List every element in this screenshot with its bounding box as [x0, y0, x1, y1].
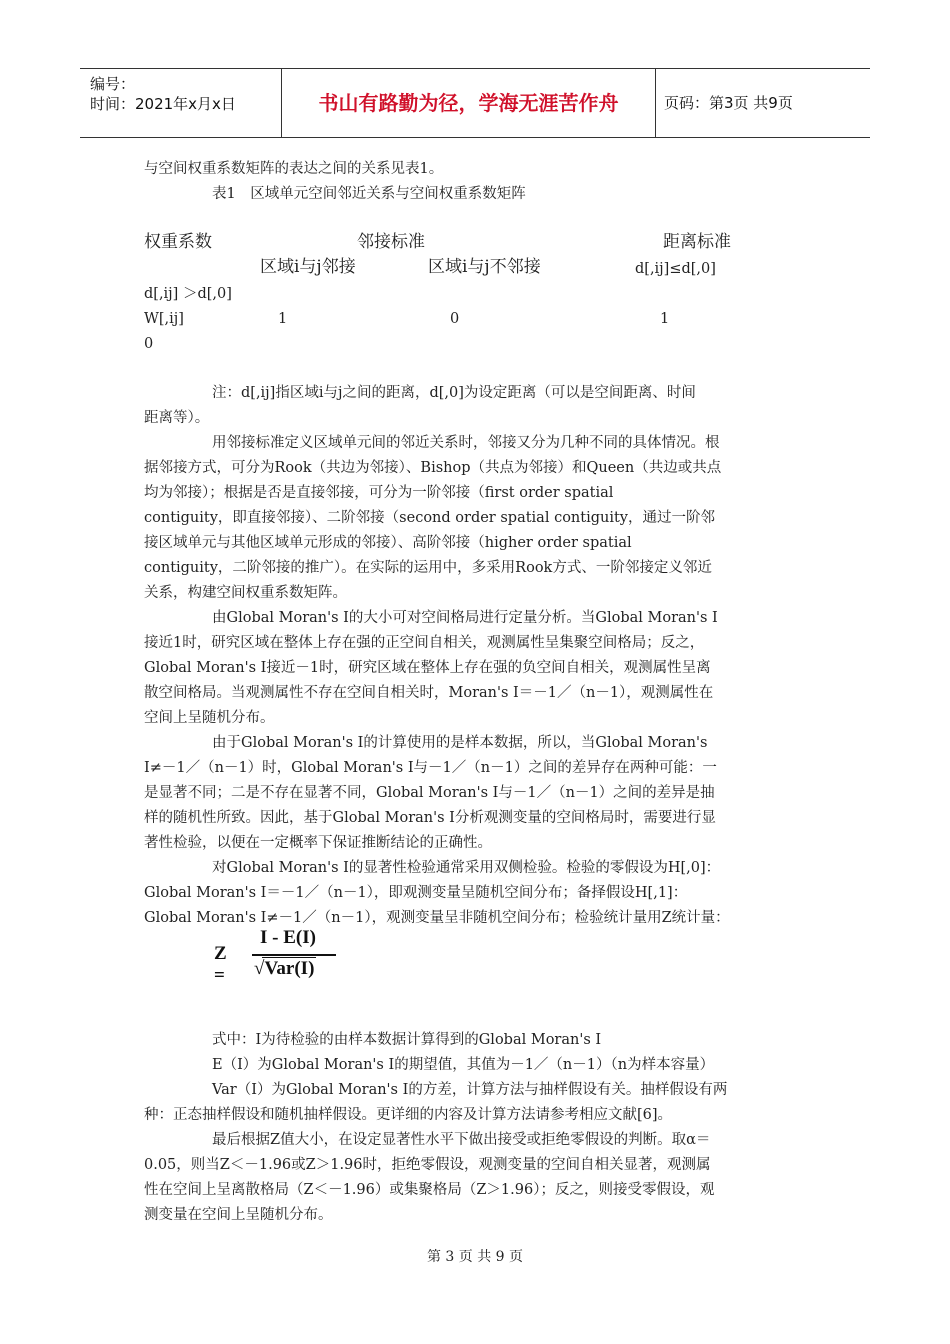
text-line: 样的随机性所致。因此，基于Global Moran's I分析观测变量的空间格局时，需要进行显: [144, 810, 716, 826]
text-line: Global Moran's I＝－1／（n－1），即观测变量呈随机空间分布；备择假设H[,1]：: [144, 885, 688, 901]
header-divider: [655, 69, 656, 137]
text-line: Var（I）为Global Moran's I的方差，计算方法与抽样假设有关。抽样假设有两: [212, 1082, 728, 1098]
text-line: 关系，构建空间权重系数矩阵。: [144, 585, 347, 601]
text-line: 空间上呈随机分布。: [144, 710, 275, 726]
table-sub-distance-gt: d[,ij] ＞d[,0]: [144, 286, 232, 302]
text-line: 是显著不同；二是不存在显著不同，Global Moran's I与－1／（n－1）之间的差异是抽: [144, 785, 715, 801]
text-line: 注：d[,ij]指区域i与j之间的距离，d[,0]为设定距离（可以是空间距离、时间: [212, 385, 696, 401]
table-sub-distance-le: d[,ij]≤d[,0]: [635, 261, 716, 277]
text-line: 性在空间上呈离散格局（Z＜－1.96）或集聚格局（Z＞1.96）；反之，则接受零假设，观: [144, 1182, 715, 1198]
text-line: 由于Global Moran's I的计算使用的是样本数据，所以，当Global Moran's: [212, 735, 708, 751]
text-line: 均为邻接）；根据是否是直接邻接，可分为一阶邻接（first order spatial: [144, 485, 614, 501]
header-meta: [80, 69, 281, 137]
formula-z: Z =: [214, 943, 227, 986]
header-page-label: 页码：第3页 共9页: [664, 94, 793, 112]
date-label: 时间：2021年x月x日: [90, 95, 236, 113]
text-line: 著性检验，以便在一定概率下保证推断结论的正确性。: [144, 835, 492, 851]
text-line: 最后根据Z值大小，在设定显著性水平下做出接受或拒绝零假设的判断。取α＝: [212, 1132, 711, 1148]
text-line: 种：正态抽样假设和随机抽样假设。更详细的内容及计算方法请参考相应文献[6]。: [144, 1107, 673, 1123]
page-footer: 第 3 页 共 9 页: [426, 1249, 524, 1265]
formula-numerator: I - E(I): [260, 927, 316, 948]
table-header-weight: 权重系数: [144, 232, 212, 252]
table-sub-nonadjacent: 区域i与j不邻接: [428, 257, 541, 277]
table-row-label: W[,ij]: [144, 311, 184, 327]
text-line: contiguity，二阶邻接的推广）。在实际的运用中，多采用Rook方式、一阶邻接定义邻近: [144, 560, 712, 576]
formula-radicand: Var(I): [264, 958, 315, 979]
text-line: 0.05，则当Z＜－1.96或Z＞1.96时，拒绝零假设，观测变量的空间自相关显著，观测属: [144, 1157, 711, 1173]
table-caption: 表1 区域单元空间邻近关系与空间权重系数矩阵: [212, 186, 526, 202]
table-cell: 1: [660, 311, 670, 327]
text-line: I≠－1／（n－1）时，Global Moran's I与－1／（n－1）之间的差异存在两种可能：一: [144, 760, 717, 776]
table-cell: 0: [450, 311, 460, 327]
text-line: E（I）为Global Moran's I的期望值，其值为－1／（n－1）（n为样本容量）: [212, 1057, 715, 1073]
text-line: Global Moran's I≠－1／（n－1），观测变量呈非随机空间分布；检验统计量用Z统计量：: [144, 910, 730, 926]
table-cell: 0: [144, 336, 154, 352]
intro-line: 与空间权重系数矩阵的表达之间的关系见表1。: [144, 161, 444, 177]
text-line: contiguity，即直接邻接）、二阶邻接（second order spatial contiguity，通过一阶邻: [144, 510, 715, 526]
page-header: [80, 68, 870, 138]
formula-fraction-bar: [252, 954, 336, 956]
formula-denominator: √Var(I): [254, 958, 315, 979]
text-line: 式中：I为待检验的由样本数据计算得到的Global Moran's I: [212, 1032, 602, 1048]
text-line: 距离等）。: [144, 410, 210, 426]
number-label: 编号：: [90, 75, 136, 93]
text-line: 测变量在空间上呈随机分布。: [144, 1207, 333, 1223]
table-header-distance: 距离标准: [663, 232, 731, 252]
table-cell: 1: [278, 311, 288, 327]
text-line: 散空间格局。当观测属性不存在空间自相关时，Moran's I＝－1／（n－1），观测属性在: [144, 685, 714, 701]
text-line: 用邻接标准定义区域单元间的邻近关系时，邻接又分为几种不同的具体情况。根: [212, 435, 720, 451]
text-line: 接区域单元与其他区域单元形成的邻接）、高阶邻接（higher order spatial: [144, 535, 632, 551]
text-line: 对Global Moran's I的显著性检验通常采用双侧检验。检验的零假设为H[,0]：: [212, 860, 721, 876]
text-line: Global Moran's I接近－1时，研究区域在整体上存在强的负空间自相关，观测属性呈离: [144, 660, 711, 676]
table-sub-adjacent: 区域i与j邻接: [260, 257, 356, 277]
table-header-adjacent: 邻接标准: [357, 232, 425, 252]
text-line: 据邻接方式，可分为Rook（共边为邻接）、Bishop（共点为邻接）和Queen（共边或共点: [144, 460, 722, 476]
header-motto: 书山有路勤为径，学海无涯苦作舟: [318, 91, 619, 115]
text-line: 由Global Moran's I的大小可对空间格局进行定量分析。当Global Moran's I: [212, 610, 718, 626]
text-line: 接近1时，研究区域在整体上存在强的正空间自相关，观测属性呈集聚空间格局；反之，: [144, 635, 705, 651]
